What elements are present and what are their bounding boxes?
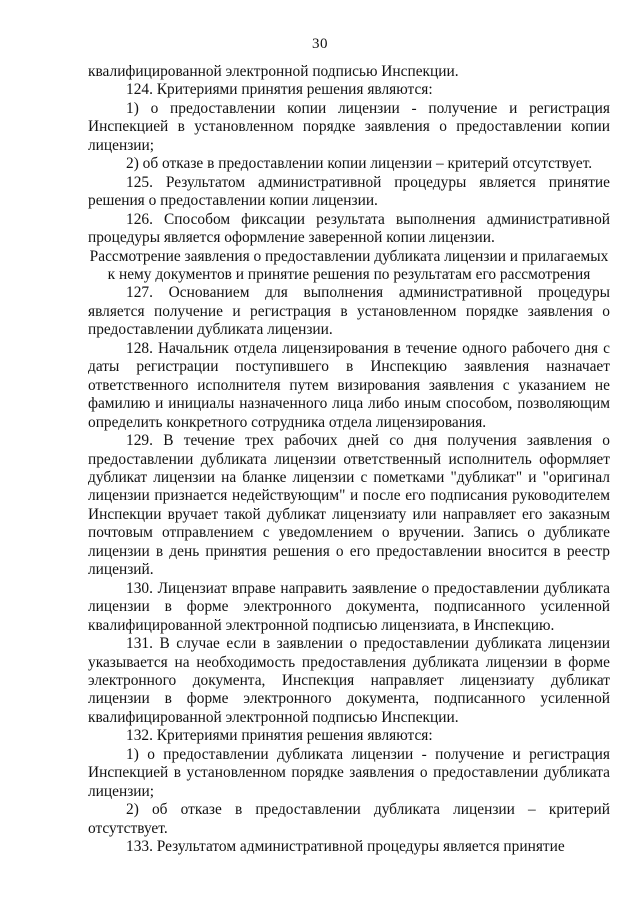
paragraph-132: 132. Критериями принятия решения являются: bbox=[126, 727, 433, 745]
document-body bbox=[88, 63, 610, 856]
paragraph-124-item-2: 2) об отказе в предоставлении копии лицензии – критерий отсутствует. bbox=[126, 155, 593, 173]
paragraph-124: 124. Критериями принятия решения являются: bbox=[126, 81, 433, 99]
section-heading: Рассмотрение заявления о предоставлении дубликата лицензии и прилагаемых к нему документов и принятие решения по результатам его рассмотрения bbox=[89, 247, 609, 283]
paragraph-127: 127. Основанием для выполнения административной процедуры является получение и регистрация в установленном порядке заявления о предоставлении дубликата лицензии. bbox=[88, 284, 610, 339]
paragraph-126: 126. Способом фиксации результата выполнения административной процедуры является оформление заверенной копии лицензии. bbox=[88, 210, 610, 247]
paragraph-131: 131. В случае если в заявлении о предоставлении дубликата лицензии указывается на необходимость предоставления дубликата лицензии в форме электронного документа, Инспекция направляет лицензиату дубликат лицензии в форме электронного документа, подписанного усиленной квалифицированной электронной подписью Инспекции. bbox=[88, 635, 610, 726]
paragraph-continuation: квалифицированной электронной подписью Инспекции. bbox=[88, 63, 459, 80]
paragraph-133: 133. Результатом административной процедуры является принятие bbox=[126, 838, 565, 856]
paragraph-132-item-2: 2) об отказе в предоставлении дубликата лицензии – критерий отсутствует. bbox=[88, 801, 610, 837]
paragraph-125: 125. Результатом административной процедуры является принятие решения о предоставлении копии лицензии. bbox=[88, 173, 610, 210]
paragraph-124-item-1: 1) о предоставлении копии лицензии - получение и регистрация Инспекцией в установленном порядке заявления о предоставлении копии лицензии; bbox=[88, 99, 610, 154]
paragraph-130: 130. Лицензиат вправе направить заявление о предоставлении дубликата лицензии в форме электронного документа, подписанного усиленной квалифицированной электронной подписью лицензиата, в Инспекцию. bbox=[88, 579, 610, 634]
page-number: 30 bbox=[312, 36, 328, 52]
paragraph-129: 129. В течение трех рабочих дней со дня получения заявления о предоставлении дубликата лицензии ответственный исполнитель оформляет дубликат лицензии на бланке лицензии с пометками "дубликат" и "оригинал лицензии признается недействующим" и после его подписания руководителем Инспекции вручает такой дубликат лицензиату или направляет его заказным почтовым отправлением с уведомлением о вручении. Запись о дубликате лицензии в день принятия решения о его предоставлении вносится в реестр лицензий. bbox=[88, 432, 610, 579]
paragraph-128: 128. Начальник отдела лицензирования в течение одного рабочего дня с даты регистрации поступившего в Инспекцию заявления назначает ответственного исполнителя путем визирования заявления с указанием не фамилию и инициалы назначенного лица либо иным способом, позволяющим определить конкретного сотрудника отдела лицензирования. bbox=[88, 339, 610, 431]
paragraph-132-item-1: 1) о предоставлении дубликата лицензии - получение и регистрация Инспекцией в установленном порядке заявления о предоставлении дубликата лицензии; bbox=[88, 745, 610, 800]
